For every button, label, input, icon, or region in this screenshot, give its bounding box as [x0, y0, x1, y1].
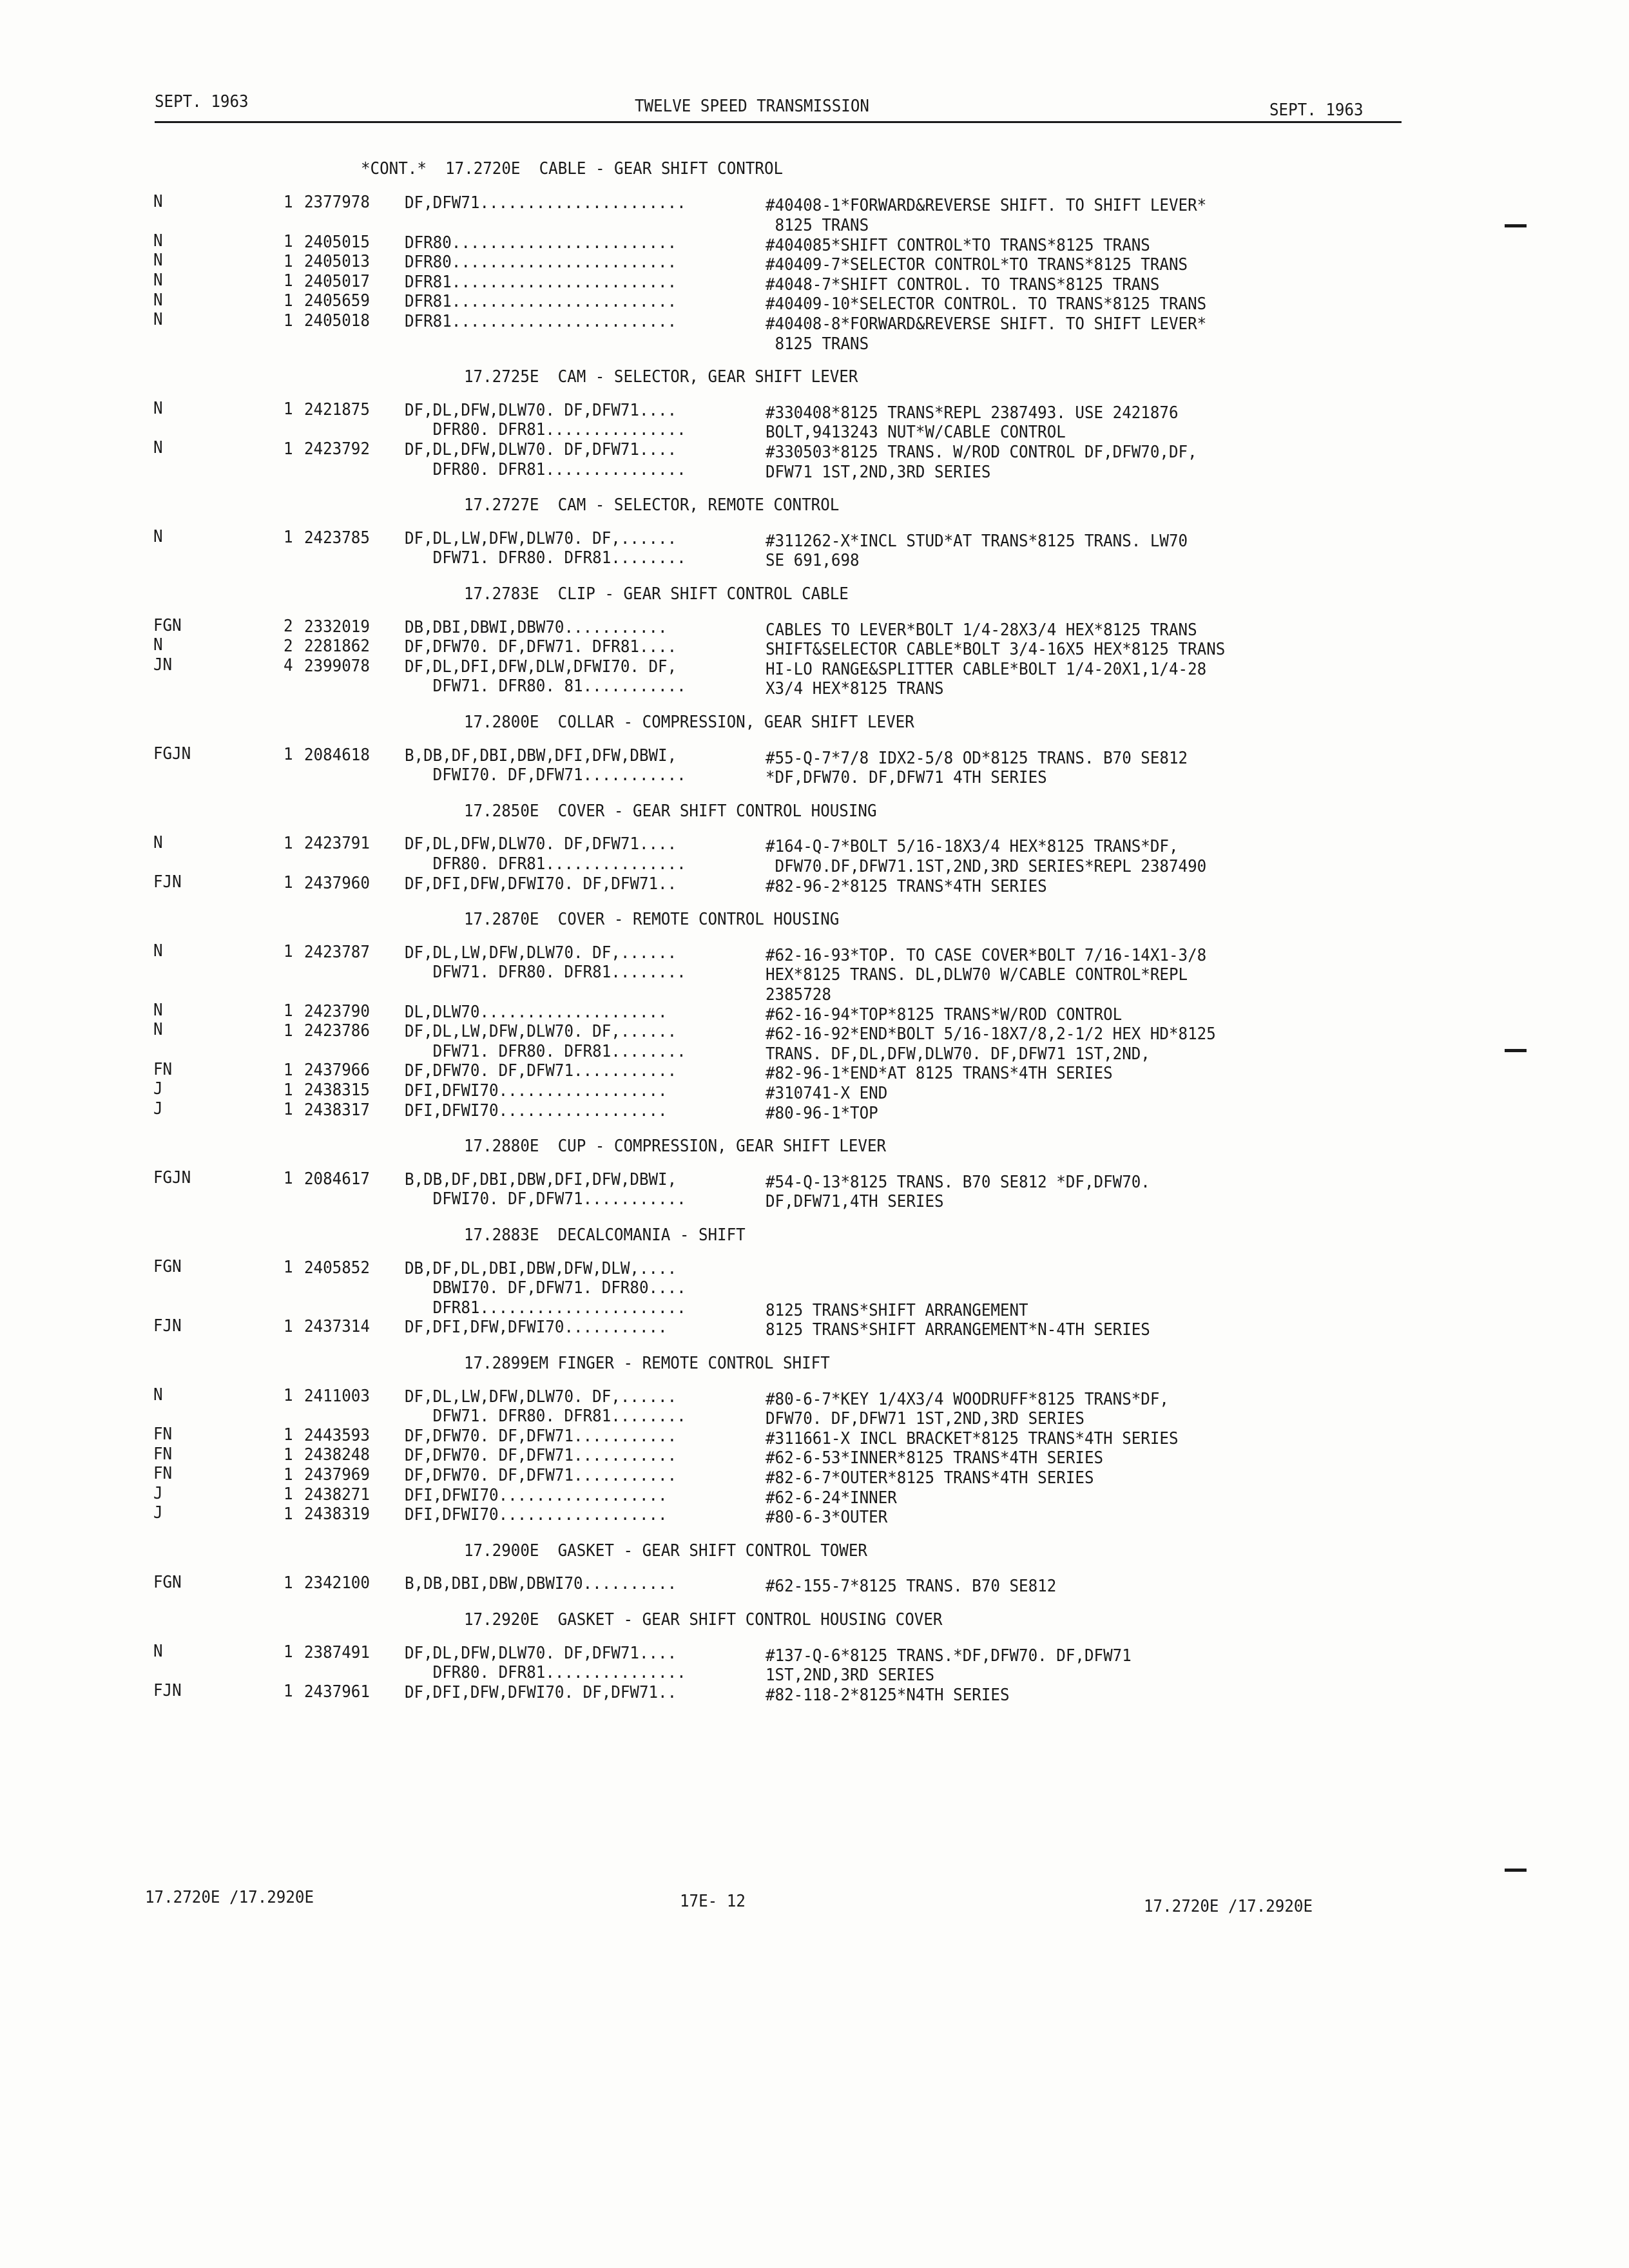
part-description: #40409-7*SELECTOR CONTROL*TO TRANS*8125 TRANS: [766, 255, 1188, 275]
part-description: DF,DFW71,4TH SERIES: [766, 1192, 944, 1212]
quantity: 1: [284, 232, 293, 252]
model-list: DFR80. DFR81...............: [405, 854, 686, 874]
applicability-code: FJN: [153, 872, 182, 892]
model-list: DF,DFI,DFW,DFWI70...........: [405, 1318, 668, 1338]
applicability-code: N: [153, 635, 163, 655]
applicability-code: N: [153, 271, 163, 290]
model-list: DF,DL,LW,DFW,DLW70. DF,......: [405, 1022, 677, 1042]
part-number: 2437314: [304, 1317, 370, 1337]
part-description: #164-Q-7*BOLT 5/16-18X3/4 HEX*8125 TRANS*DF,: [766, 837, 1179, 857]
part-description: #62-16-94*TOP*8125 TRANS*W/ROD CONTROL: [766, 1004, 1123, 1024]
header-title: TWELVE SPEED TRANSMISSION: [635, 97, 869, 116]
part-description: #82-6-7*OUTER*8125 TRANS*4TH SERIES: [766, 1468, 1094, 1488]
model-list: DFR80. DFR81...............: [405, 1663, 686, 1683]
model-list: DF,DL,DFW,DLW70. DF,DFW71....: [405, 1643, 677, 1663]
part-number: 2423786: [304, 1021, 370, 1041]
model-list: DF,DL,DFW,DLW70. DF,DFW71....: [405, 440, 677, 459]
model-list: DF,DFW70. DF,DFW71. DFR81....: [405, 637, 677, 657]
model-list: DF,DFW70. DF,DFW71...........: [405, 1466, 677, 1485]
model-list: DFWI70. DF,DFW71...........: [405, 1189, 686, 1209]
part-description: #62-6-53*INNER*8125 TRANS*4TH SERIES: [766, 1448, 1104, 1468]
part-number: 2332019: [304, 617, 370, 637]
quantity: 1: [284, 1061, 293, 1080]
model-list: DF,DFI,DFW,DFWI70. DF,DFW71..: [405, 1682, 677, 1702]
part-description: 8125 TRANS*SHIFT ARRANGEMENT: [766, 1300, 1028, 1320]
part-description: 1ST,2ND,3RD SERIES: [766, 1666, 935, 1686]
model-list: DB,DBI,DBWI,DBW70...........: [405, 617, 668, 637]
quantity: 1: [284, 271, 293, 291]
model-list: DF,DL,DFW,DLW70. DF,DFW71....: [405, 400, 677, 420]
part-number: 2084617: [304, 1169, 370, 1189]
model-list: DF,DL,LW,DFW,DLW70. DF,......: [405, 1387, 677, 1407]
part-description: #330503*8125 TRANS. W/ROD CONTROL DF,DFW70,DF,: [766, 443, 1197, 462]
part-number: 2399078: [304, 656, 370, 676]
footer-page-number: 17E- 12: [680, 1892, 746, 1911]
part-description: #40408-8*FORWARD&REVERSE SHIFT. TO SHIFT LEVER*: [766, 314, 1207, 334]
model-list: DF,DFW70. DF,DFW71...........: [405, 1061, 677, 1081]
applicability-code: JN: [153, 655, 173, 675]
part-description: TRANS. DF,DL,DFW,DLW70. DF,DFW71 1ST,2ND,: [766, 1044, 1150, 1064]
applicability-code: N: [153, 1000, 163, 1020]
part-description: CABLES TO LEVER*BOLT 1/4-28X3/4 HEX*8125 TRANS: [766, 620, 1197, 640]
part-description: #62-16-92*END*BOLT 5/16-18X7/8,2-1/2 HEX HD*8125: [766, 1024, 1216, 1044]
applicability-code: N: [153, 290, 163, 310]
part-number: 2421875: [304, 399, 370, 419]
model-list: DFWI70. DF,DFW71...........: [405, 765, 686, 785]
applicability-code: FGN: [153, 1572, 182, 1592]
model-list: DFR80. DFR81...............: [405, 420, 686, 440]
quantity: 1: [284, 1465, 293, 1485]
part-description: #40409-10*SELECTOR CONTROL. TO TRANS*8125 TRANS: [766, 294, 1207, 314]
part-description: #330408*8125 TRANS*REPL 2387493. USE 2421876: [766, 403, 1179, 423]
applicability-code: FGN: [153, 615, 182, 635]
part-number: 2438248: [304, 1445, 370, 1465]
part-description: #82-118-2*8125*N4TH SERIES: [766, 1685, 1010, 1705]
model-list: DFW71. DFR80. DFR81........: [405, 1407, 686, 1427]
model-list: DFR80. DFR81...............: [405, 459, 686, 479]
part-description: 8125 TRANS*SHIFT ARRANGEMENT*N-4TH SERIES: [766, 1320, 1150, 1340]
part-number: 2438315: [304, 1080, 370, 1100]
quantity: 1: [284, 1080, 293, 1100]
applicability-code: N: [153, 1385, 163, 1405]
part-number: 2443593: [304, 1425, 370, 1445]
part-description: #62-16-93*TOP. TO CASE COVER*BOLT 7/16-14X1-3/8: [766, 945, 1207, 965]
model-list: DL,DLW70....................: [405, 1002, 668, 1022]
quantity: 1: [284, 399, 293, 419]
model-list: DFI,DFWI70..................: [405, 1505, 668, 1525]
applicability-code: FGJN: [153, 1168, 191, 1187]
part-description: BOLT,9413243 NUT*W/CABLE CONTROL: [766, 423, 1066, 443]
quantity: 2: [284, 636, 293, 656]
applicability-code: FN: [153, 1464, 173, 1484]
applicability-code: N: [153, 941, 163, 961]
part-description: DFW70. DF,DFW71 1ST,2ND,3RD SERIES: [766, 1409, 1084, 1429]
quantity: 4: [284, 656, 293, 676]
part-description: #82-96-1*END*AT 8125 TRANS*4TH SERIES: [766, 1064, 1113, 1084]
part-number: 2423787: [304, 942, 370, 962]
part-description: 8125 TRANS: [766, 216, 869, 235]
quantity: 1: [284, 1425, 293, 1445]
section-title: 17.2850E COVER - GEAR SHIFT CONTROL HOUSING: [464, 801, 877, 821]
part-number: 2405852: [304, 1258, 370, 1278]
applicability-code: FGN: [153, 1256, 182, 1276]
quantity: 1: [284, 1169, 293, 1189]
header-rule: [155, 121, 1402, 123]
model-list: DFW71. DFR80. DFR81........: [405, 963, 686, 983]
model-list: DFW71. DFR80. DFR81........: [405, 1041, 686, 1061]
quantity: 1: [284, 251, 293, 271]
quantity: 1: [284, 193, 293, 212]
part-number: 2342100: [304, 1573, 370, 1593]
model-list: DFI,DFWI70..................: [405, 1100, 668, 1120]
section-title: 17.2883E DECALCOMANIA - SHIFT: [464, 1225, 746, 1245]
part-number: 2437969: [304, 1465, 370, 1485]
model-list: DFR81........................: [405, 312, 677, 331]
part-description: SE 691,698: [766, 551, 860, 571]
part-number: 2405013: [304, 252, 370, 272]
applicability-code: N: [153, 438, 163, 458]
part-number: 2437960: [304, 873, 370, 893]
applicability-code: N: [153, 399, 163, 418]
model-list: DFR81........................: [405, 272, 677, 292]
model-list: DFW71. DFR80. 81...........: [405, 677, 686, 697]
model-list: DF,DFI,DFW,DFWI70. DF,DFW71..: [405, 874, 677, 894]
part-description: HEX*8125 TRANS. DL,DLW70 W/CABLE CONTROL*REPL: [766, 965, 1188, 985]
applicability-code: J: [153, 1079, 163, 1099]
part-description: #80-6-3*OUTER: [766, 1508, 888, 1528]
model-list: DF,DL,DFI,DFW,DLW,DFWI70. DF,: [405, 657, 677, 677]
quantity: 1: [284, 1485, 293, 1504]
model-list: DFR80........................: [405, 233, 677, 253]
margin-mark: [1505, 1049, 1527, 1052]
part-description: 8125 TRANS: [766, 334, 869, 354]
applicability-code: N: [153, 832, 163, 852]
quantity: 1: [284, 1504, 293, 1524]
part-description: #137-Q-6*8125 TRANS.*DF,DFW70. DF,DFW71: [766, 1646, 1132, 1666]
applicability-code: N: [153, 310, 163, 330]
part-number: 2423785: [304, 528, 370, 548]
applicability-code: N: [153, 251, 163, 271]
applicability-code: FGJN: [153, 744, 191, 764]
part-number: 2423792: [304, 439, 370, 459]
part-number: 2281862: [304, 637, 370, 657]
applicability-code: J: [153, 1483, 163, 1503]
section-title: 17.2900E GASKET - GEAR SHIFT CONTROL TOWER: [464, 1541, 867, 1561]
quantity: 1: [284, 528, 293, 548]
part-number: 2405018: [304, 311, 370, 331]
quantity: 1: [284, 873, 293, 893]
applicability-code: N: [153, 191, 163, 211]
part-description: #54-Q-13*8125 TRANS. B70 SE812 *DF,DFW70.: [766, 1172, 1150, 1192]
part-description: #4048-7*SHIFT CONTROL. TO TRANS*8125 TRANS: [766, 274, 1160, 294]
part-number: 2405659: [304, 291, 370, 311]
part-description: 2385728: [766, 985, 831, 1004]
part-number: 2405015: [304, 232, 370, 252]
quantity: 1: [284, 745, 293, 765]
applicability-code: J: [153, 1099, 163, 1119]
part-description: #62-155-7*8125 TRANS. B70 SE812: [766, 1577, 1057, 1597]
quantity: 1: [284, 834, 293, 853]
part-number: 2411003: [304, 1386, 370, 1406]
quantity: 2: [284, 617, 293, 637]
part-description: #80-96-1*TOP: [766, 1103, 878, 1123]
section-title: 17.2800E COLLAR - COMPRESSION, GEAR SHIFT LEVER: [464, 712, 914, 732]
applicability-code: FN: [153, 1059, 173, 1079]
model-list: DF,DFW70. DF,DFW71...........: [405, 1446, 677, 1466]
quantity: 1: [284, 311, 293, 331]
part-description: #55-Q-7*7/8 IDX2-5/8 OD*8125 TRANS. B70 SE812: [766, 748, 1188, 768]
model-list: DF,DFW71......................: [405, 193, 686, 213]
part-description: SHIFT&SELECTOR CABLE*BOLT 3/4-16X5 HEX*8125 TRANS: [766, 640, 1226, 660]
quantity: 1: [284, 1001, 293, 1021]
margin-mark: [1505, 224, 1527, 227]
applicability-code: J: [153, 1503, 163, 1523]
part-description: X3/4 HEX*8125 TRANS: [766, 679, 944, 699]
model-list: DFR81......................: [405, 1298, 686, 1318]
footer-range-right: 17.2720E /17.2920E: [1144, 1897, 1313, 1916]
part-number: 2438317: [304, 1100, 370, 1120]
part-number: 2437961: [304, 1682, 370, 1702]
quantity: 1: [284, 1682, 293, 1702]
part-description: HI-LO RANGE&SPLITTER CABLE*BOLT 1/4-20X1,1/4-28: [766, 659, 1207, 679]
part-description: DFW70.DF,DFW71.1ST,2ND,3RD SERIES*REPL 2387490: [766, 857, 1207, 876]
quantity: 1: [284, 1642, 293, 1662]
model-list: B,DB,DF,DBI,DBW,DFI,DFW,DBWI,: [405, 745, 677, 765]
model-list: DFW71. DFR80. DFR81........: [405, 548, 686, 568]
quantity: 1: [284, 942, 293, 962]
section-title: 17.2783E CLIP - GEAR SHIFT CONTROL CABLE: [464, 584, 849, 604]
quantity: 1: [284, 291, 293, 311]
part-number: 2437966: [304, 1061, 370, 1081]
section-title: 17.2870E COVER - REMOTE CONTROL HOUSING: [464, 909, 840, 929]
model-list: DB,DF,DL,DBI,DBW,DFW,DLW,....: [405, 1258, 677, 1278]
model-list: DBWI70. DF,DFW71. DFR80....: [405, 1278, 686, 1298]
section-title: 17.2725E CAM - SELECTOR, GEAR SHIFT LEVER: [464, 367, 858, 387]
part-description: DFW71 1ST,2ND,3RD SERIES: [766, 462, 991, 482]
part-description: #311262-X*INCL STUD*AT TRANS*8125 TRANS. LW70: [766, 531, 1188, 551]
quantity: 1: [284, 1386, 293, 1406]
part-number: 2423790: [304, 1001, 370, 1021]
part-description: #80-6-7*KEY 1/4X3/4 WOODRUFF*8125 TRANS*DF,: [766, 1389, 1169, 1409]
model-list: DF,DL,DFW,DLW70. DF,DFW71....: [405, 834, 677, 854]
model-list: B,DB,DF,DBI,DBW,DFI,DFW,DBWI,: [405, 1169, 677, 1189]
part-description: #82-96-2*8125 TRANS*4TH SERIES: [766, 876, 1047, 896]
section-title: 17.2899EM FINGER - REMOTE CONTROL SHIFT: [464, 1353, 830, 1373]
model-list: DFR81........................: [405, 292, 677, 312]
model-list: DF,DL,LW,DFW,DLW70. DF,......: [405, 943, 677, 963]
margin-mark: [1505, 1869, 1527, 1872]
applicability-code: FN: [153, 1425, 173, 1444]
part-description: #404085*SHIFT CONTROL*TO TRANS*8125 TRANS: [766, 235, 1150, 255]
footer-range-left: 17.2720E /17.2920E: [145, 1888, 314, 1907]
model-list: DFI,DFWI70..................: [405, 1081, 668, 1100]
applicability-code: N: [153, 1020, 163, 1040]
quantity: 1: [284, 1445, 293, 1465]
part-description: #62-6-24*INNER: [766, 1488, 897, 1508]
quantity: 1: [284, 1021, 293, 1041]
part-number: 2438271: [304, 1485, 370, 1504]
quantity: 1: [284, 1573, 293, 1593]
quantity: 1: [284, 439, 293, 459]
model-list: DF,DFW70. DF,DFW71...........: [405, 1426, 677, 1446]
header-date-left: SEPT. 1963: [155, 92, 249, 111]
part-description: #310741-X END: [766, 1084, 888, 1103]
applicability-code: FJN: [153, 1681, 182, 1700]
applicability-code: N: [153, 1641, 163, 1661]
part-number: 2405017: [304, 271, 370, 291]
quantity: 1: [284, 1258, 293, 1278]
part-number: 2438319: [304, 1504, 370, 1524]
section-title: *CONT.* 17.2720E CABLE - GEAR SHIFT CONTROL: [361, 159, 784, 179]
part-description: #40408-1*FORWARD&REVERSE SHIFT. TO SHIFT LEVER*: [766, 196, 1207, 216]
header-date-right: SEPT. 1963: [1269, 101, 1364, 120]
applicability-code: FJN: [153, 1316, 182, 1336]
section-title: 17.2920E GASKET - GEAR SHIFT CONTROL HOUSING COVER: [464, 1610, 943, 1629]
applicability-code: FN: [153, 1444, 173, 1464]
model-list: DFI,DFWI70..................: [405, 1485, 668, 1505]
part-number: 2084618: [304, 745, 370, 765]
quantity: 1: [284, 1100, 293, 1120]
model-list: B,DB,DBI,DBW,DBWI70..........: [405, 1574, 677, 1594]
part-description: #311661-X INCL BRACKET*8125 TRANS*4TH SERIES: [766, 1428, 1179, 1448]
applicability-code: N: [153, 527, 163, 546]
part-number: 2377978: [304, 193, 370, 213]
section-title: 17.2880E CUP - COMPRESSION, GEAR SHIFT LEVER: [464, 1136, 887, 1156]
model-list: DF,DL,LW,DFW,DLW70. DF,......: [405, 528, 677, 548]
part-number: 2423791: [304, 834, 370, 854]
section-title: 17.2727E CAM - SELECTOR, REMOTE CONTROL: [464, 495, 840, 515]
part-description: *DF,DFW70. DF,DFW71 4TH SERIES: [766, 768, 1047, 788]
applicability-code: N: [153, 231, 163, 251]
part-number: 2387491: [304, 1642, 370, 1662]
model-list: DFR80........................: [405, 253, 677, 273]
quantity: 1: [284, 1317, 293, 1336]
